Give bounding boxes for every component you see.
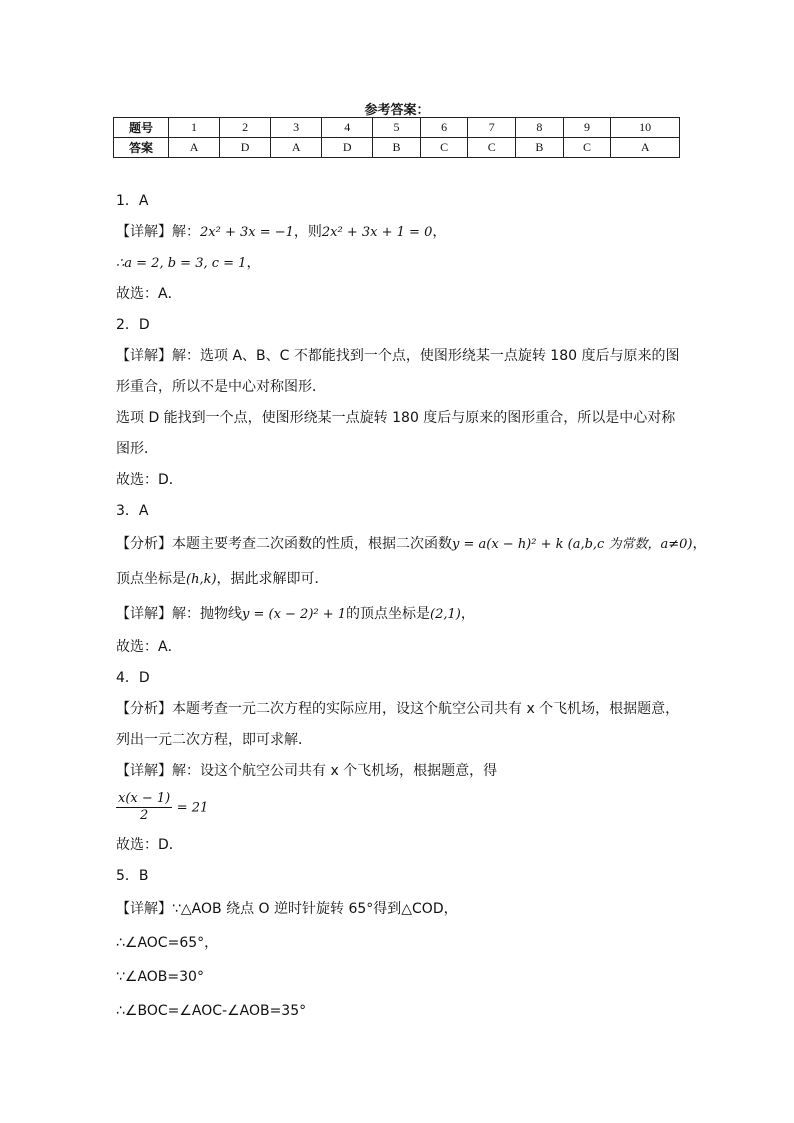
q4-heading: 4．D <box>116 670 150 686</box>
equation: y = a(x − h)² + k (a,b,c 为常数，a≠0) <box>452 537 693 552</box>
table-cell: 8 <box>516 118 564 138</box>
text: ， <box>460 606 475 622</box>
q5-step: ∵∠AOB=30° <box>116 969 204 985</box>
q2-detail-line: 【详解】解：选项 A、B、C 不都能找到一个点，使图形绕某一点旋转 180 度后与原来的图 <box>116 348 680 364</box>
q2-detail-line: 形重合，所以不是中心对称图形． <box>116 379 326 395</box>
table-cell: C <box>420 138 468 158</box>
equation: (2,1) <box>430 607 461 622</box>
detail-label: 【详解】解： <box>116 224 200 240</box>
q3-heading: 3．A <box>116 503 149 519</box>
text: ， <box>692 536 707 552</box>
q3-analysis-line2 <box>116 562 696 597</box>
text: ，则 <box>293 224 322 240</box>
q4-analysis-line: 【分析】本题考查一元二次方程的实际应用，设这个航空公司共有 x 个飞机场，根据题意， <box>116 701 680 717</box>
table-cell: 4 <box>322 118 373 138</box>
q5-step: ∴∠AOC=65°， <box>116 935 219 951</box>
table-cell: 9 <box>563 118 611 138</box>
text: ，据此求解即可． <box>216 571 329 587</box>
q1-coefficients <box>116 248 696 279</box>
q2-heading: 2．D <box>116 317 150 333</box>
table-cell: A <box>611 138 680 158</box>
q4-conclusion: 故选：D． <box>116 837 183 853</box>
fraction-denominator: 2 <box>139 808 149 823</box>
q4-analysis-line: 列出一元二次方程，即可求解． <box>116 732 312 748</box>
q4-detail: 【详解】解：设这个航空公司共有 x 个飞机场，根据题意，得 <box>116 763 498 779</box>
q3-conclusion: 故选：A． <box>116 639 182 655</box>
solutions <box>116 186 707 1028</box>
q2-detail-line: 图形． <box>116 441 158 457</box>
table-cell: 7 <box>468 118 516 138</box>
table-cell: B <box>373 138 421 158</box>
equation: 2x² + 3x = −1 <box>200 225 294 240</box>
q5-detail: 【详解】∵△AOB 绕点 O 逆时针旋转 65°得到△COD， <box>116 901 458 917</box>
table-cell: 3 <box>271 118 322 138</box>
text: 顶点坐标是 <box>116 571 186 587</box>
equation: ∴a = 2, b = 3, c = 1 <box>116 256 247 271</box>
equation: 2x² + 3x + 1 = 0 <box>321 225 433 240</box>
table-cell: D <box>322 138 373 158</box>
text: ， <box>432 224 447 240</box>
q2-detail-line: 选项 D 能找到一个点，使图形绕某一点旋转 180 度后与原来的图形重合，所以是中心对称 <box>116 410 676 426</box>
table-cell: C <box>468 138 516 158</box>
table-cell: B <box>516 138 564 158</box>
table-cell: 1 <box>169 118 220 138</box>
fraction <box>116 791 172 824</box>
table-cell: D <box>220 138 271 158</box>
q5-step: ∴∠BOC=∠AOC-∠AOB=35° <box>116 1003 307 1019</box>
text: 【详解】解：抛物线 <box>116 606 242 622</box>
text: ， <box>246 255 261 271</box>
table-cell: A <box>169 138 220 158</box>
q1-detail <box>116 217 696 248</box>
table-row-answers <box>114 138 680 158</box>
q5-heading: 5．B <box>116 868 149 884</box>
q2-conclusion: 故选：D． <box>116 472 183 488</box>
page-title: 参考答案： <box>364 103 430 118</box>
q4-equation <box>116 791 696 824</box>
table-row-numbers <box>114 118 680 138</box>
equation: y = (x − 2)² + 1 <box>242 607 347 622</box>
q1-conclusion: 故选：A． <box>116 286 182 302</box>
equation: (h,k) <box>186 572 217 587</box>
text: 【分析】本题主要考查二次函数的性质，根据二次函数 <box>116 536 452 552</box>
q3-detail <box>116 597 696 632</box>
fraction-numerator: x(x − 1) <box>118 791 171 806</box>
equation: = 21 <box>176 800 209 816</box>
table-header-number: 题号 <box>114 118 169 138</box>
text: 的顶点坐标是 <box>346 606 431 622</box>
table-header-answer: 答案 <box>114 138 169 158</box>
table-cell: 5 <box>373 118 421 138</box>
answer-table <box>113 117 680 158</box>
table-cell: 2 <box>220 118 271 138</box>
q3-analysis <box>116 527 707 562</box>
q1-heading: 1．A <box>116 193 149 209</box>
table-cell: C <box>563 138 611 158</box>
table-cell: A <box>271 138 322 158</box>
table-cell: 6 <box>420 118 468 138</box>
table-cell: 10 <box>611 118 680 138</box>
